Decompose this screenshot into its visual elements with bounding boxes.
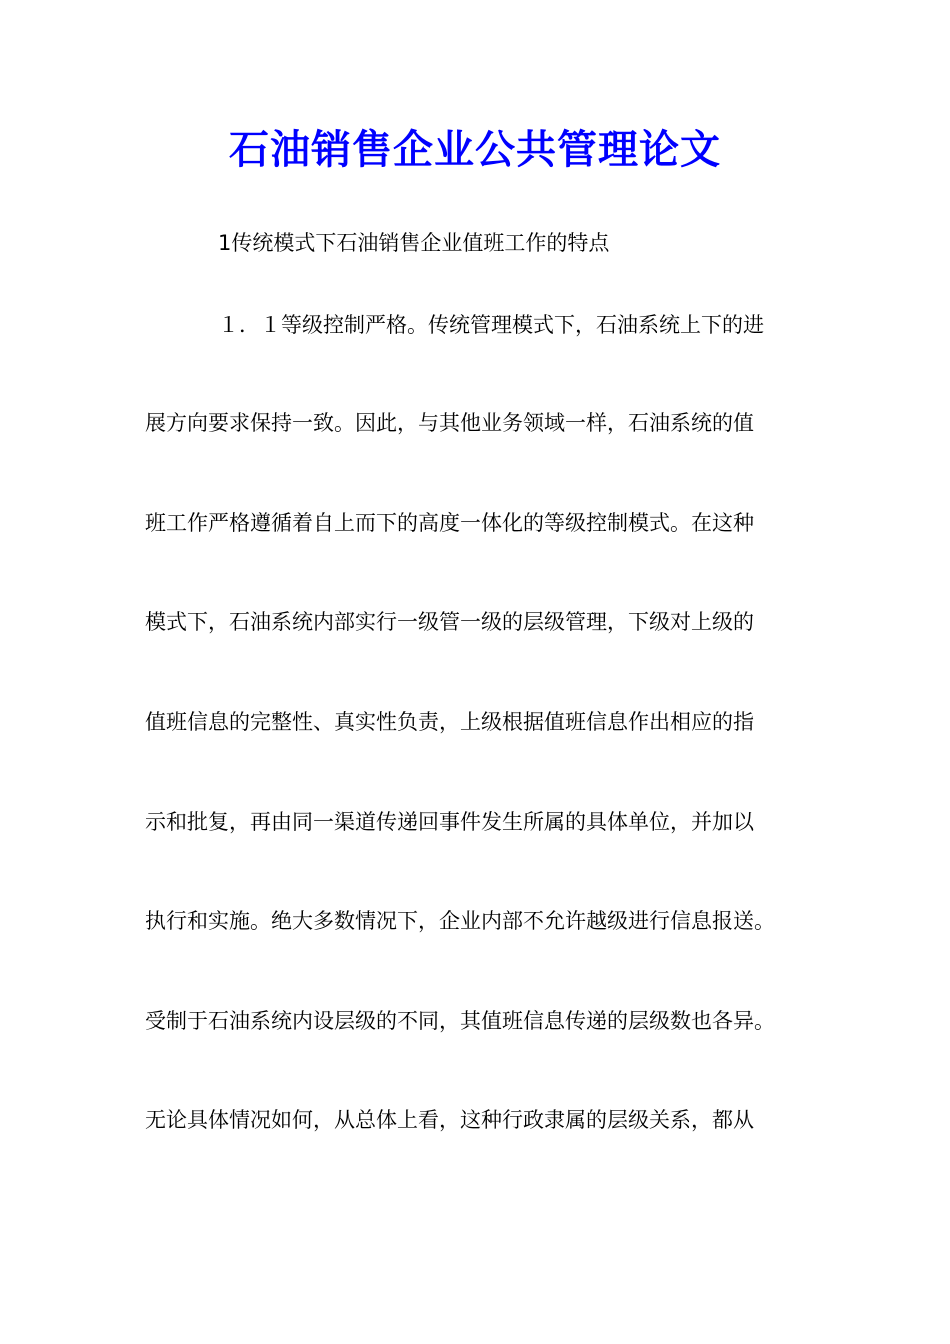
document-title: 石油销售企业公共管理论文 xyxy=(229,126,721,173)
paragraph-line: 班工作严格遵循着自上而下的高度一体化的等级控制模式。在这种 xyxy=(145,511,754,535)
paragraph-line: 值班信息的完整性、真实性负责，上级根据值班信息作出相应的指 xyxy=(145,710,754,734)
paragraph-line: 展方向要求保持一致。因此，与其他业务领域一样，石油系统的值 xyxy=(145,411,754,435)
paragraph-line: 示和批复，再由同一渠道传递回事件发生所属的具体单位，并加以 xyxy=(145,810,754,834)
paragraph-line: １．１等级控制严格。传统管理模式下，石油系统上下的进 xyxy=(218,313,764,337)
paragraph-line: 无论具体情况如何，从总体上看，这种行政隶属的层级关系，都从 xyxy=(145,1108,754,1132)
paragraph-line: 模式下，石油系统内部实行一级管一级的层级管理，下级对上级的 xyxy=(145,610,754,634)
paragraph-line: 执行和实施。绝大多数情况下，企业内部不允许越级进行信息报送。 xyxy=(145,909,775,933)
section-heading: 1传统模式下石油销售企业值班工作的特点 xyxy=(218,231,610,255)
paragraph-line: 受制于石油系统内设层级的不同，其值班信息传递的层级数也各异。 xyxy=(145,1009,775,1033)
